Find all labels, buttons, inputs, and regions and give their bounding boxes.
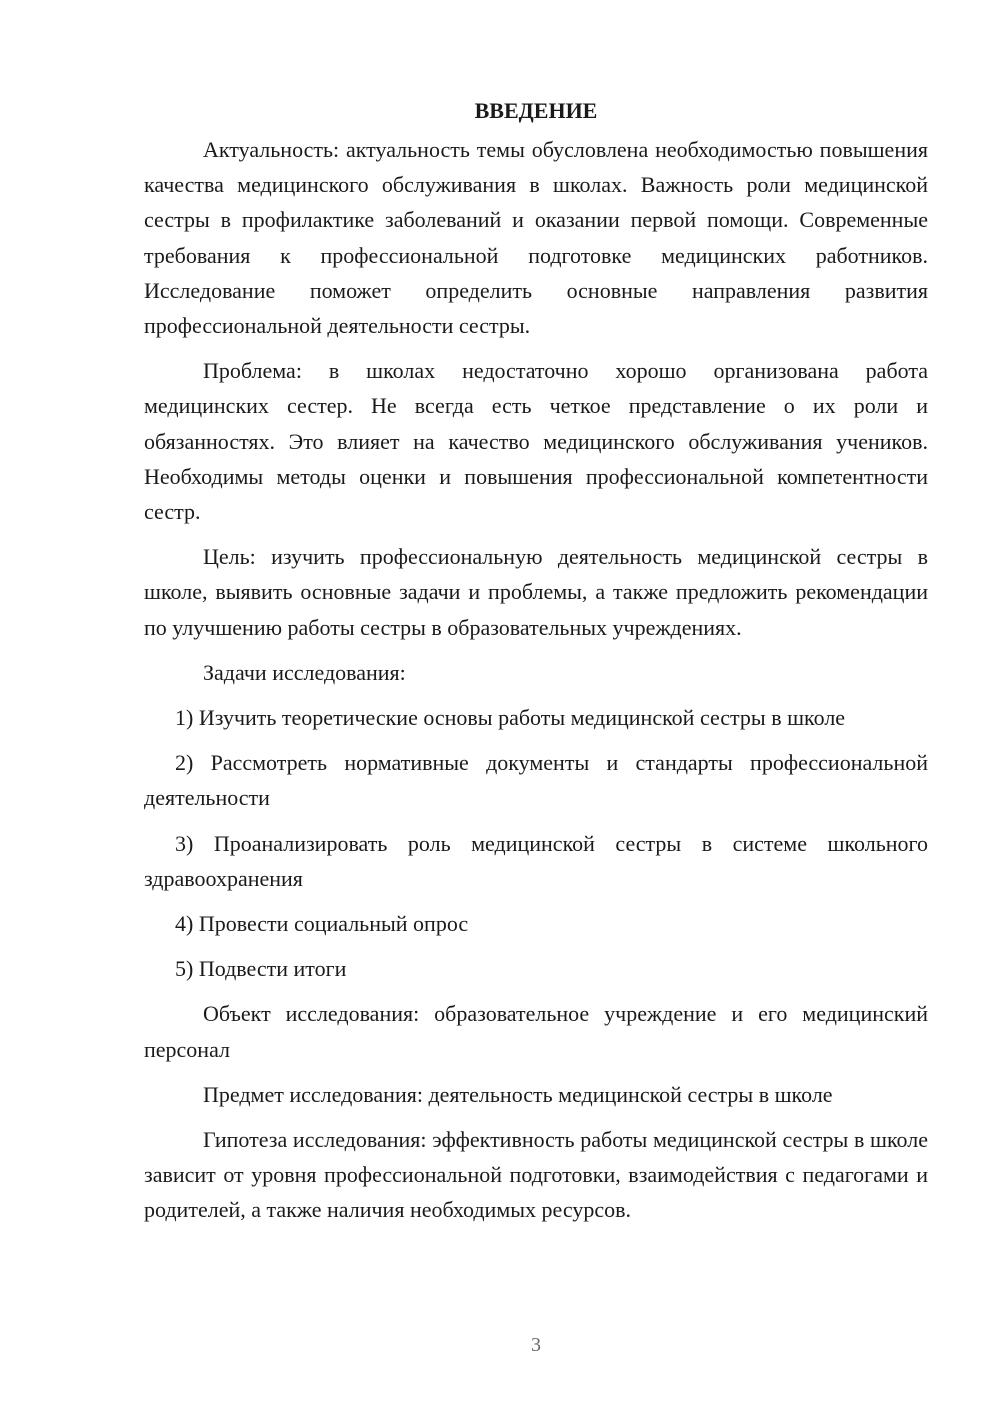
task-item-1: 1) Изучить теоретические основы работы медицинской сестры в школе [175,705,846,731]
paragraph-subject: Предмет исследования: деятельность медицинской сестры в школе [203,1081,833,1107]
task-item-3: 3) Проанализировать роль медицинской сестры в системе школьного здравоохранения [144,830,928,891]
task-item-5: 5) Подвести итоги [175,956,347,982]
document-page [144,96,928,1238]
task-item-2: 2) Рассмотреть нормативные документы и стандарты профессиональной деятельности [144,750,928,811]
paragraph-hypothesis: Гипотеза исследования: эффективность работы медицинской сестры в школе зависит от уровня профессиональной подготовки, взаимодействия с педагогами и родителей, а также наличия необходимых ресурсов. [144,1127,928,1223]
paragraph-tasks-title: Задачи исследования: [203,659,406,685]
paragraph-problem: Проблема: в школах недостаточно хорошо организована работа медицинских сестер. Не всегда есть четкое представление о их роли и обязанностях. Это влияет на качество медицинского обслуживания учеников. Необходимы методы оценки и повышения профессиональной компетентности сестр. [144,358,928,525]
page-number: 3 [531,1334,541,1356]
page-title: ВВЕДЕНИЕ [474,98,598,123]
paragraph-goal: Цель: изучить профессиональную деятельность медицинской сестры в школе, выявить основные задачи и проблемы, а также предложить рекомендации по улучшению работы сестры в образовательных учреждениях. [144,544,928,640]
task-item-4: 4) Провести социальный опрос [175,911,469,937]
paragraph-object: Объект исследования: образовательное учреждение и его медицинский персонал [144,1001,928,1062]
paragraph-relevance: Актуальность: актуальность темы обусловлена необходимостью повышения качества медицинского обслуживания в школах. Важность роли медицинской сестры в профилактике заболеваний и оказании первой помощи. Современные требования к профессиональной подготовке медицинских работников. Исследование поможет определить основные направления развития профессиональной деятельности сестры. [144,137,928,339]
